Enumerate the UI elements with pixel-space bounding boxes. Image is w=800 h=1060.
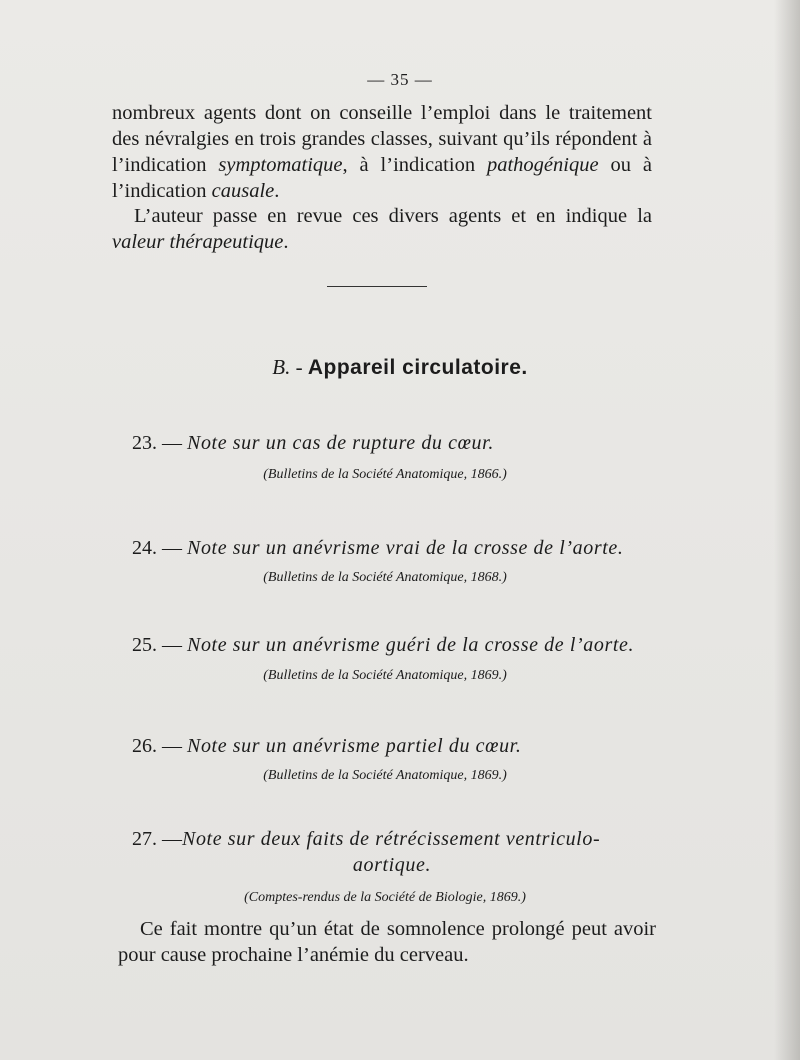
term-valeur: valeur thérapeutique: [112, 231, 284, 253]
intro-paragraph: [112, 100, 652, 204]
entry-number: 26. —: [132, 735, 187, 757]
section-divider: [327, 286, 427, 287]
entry-27: [132, 826, 652, 878]
entry-title: Note sur un cas de rupture du cœur.: [187, 432, 494, 454]
second-text: L’auteur passe en revue ces divers agents et en indique la: [134, 205, 652, 227]
entry-title: Note sur un anévrisme guéri de la crosse de l’aorte.: [187, 634, 635, 656]
entry-25: [132, 632, 652, 658]
entry-number: 23. —: [132, 432, 187, 454]
entry-title: Note sur un anévrisme partiel du cœur.: [187, 735, 522, 757]
entry-23: [132, 430, 652, 456]
intro-period: .: [274, 180, 280, 202]
section-name: Appareil circulatoire.: [307, 356, 528, 379]
entry-title: Note sur un anévrisme vrai de la crosse de l’aorte.: [187, 537, 624, 559]
entry-reference: (Comptes-rendus de la Société de Biologie, 1869.): [244, 890, 526, 905]
entry-reference: (Bulletins de la Société Anatomique, 1866.): [263, 467, 507, 482]
section-heading: [0, 355, 800, 380]
entry-reference: (Bulletins de la Société Anatomique, 1868.): [263, 570, 507, 585]
entry-title: Note sur deux faits de rétrécissement ventriculo-: [182, 828, 601, 850]
closing-text: Ce fait montre qu’un état de somnolence prolongé peut avoir pour cause prochaine l’anémie du cerveau.: [118, 918, 656, 966]
term-symptomatique: symptomatique: [218, 154, 343, 176]
entry-26: [132, 733, 652, 759]
entry-number: 24. —: [132, 537, 187, 559]
intro-text-2: , à l’indication: [342, 154, 487, 176]
entry-number: 25. —: [132, 634, 187, 656]
entry-title-continuation: aortique.: [352, 854, 432, 876]
term-pathogenique: pathogénique: [486, 154, 599, 176]
entry-24: [132, 535, 652, 561]
second-paragraph: [112, 203, 652, 255]
page-edge-shadow: [774, 0, 800, 1060]
term-causale: causale: [211, 180, 275, 202]
section-letter: B. -: [272, 355, 303, 379]
entry-reference: (Bulletins de la Société Anatomique, 1869.): [263, 768, 507, 783]
page-number: — 35 —: [367, 70, 433, 89]
intro-text: nombreux agents dont on conseille l’emploi dans le traitement des névralgies en trois grandes classes, suivant qu’ils répondent à l’indication: [112, 102, 652, 176]
intro-text-3: ou à l’indication: [112, 154, 652, 202]
entry-number: 27. —: [132, 828, 182, 850]
closing-paragraph: [118, 916, 656, 968]
second-period: .: [283, 231, 289, 253]
entry-reference: (Bulletins de la Société Anatomique, 1869.): [263, 668, 507, 683]
